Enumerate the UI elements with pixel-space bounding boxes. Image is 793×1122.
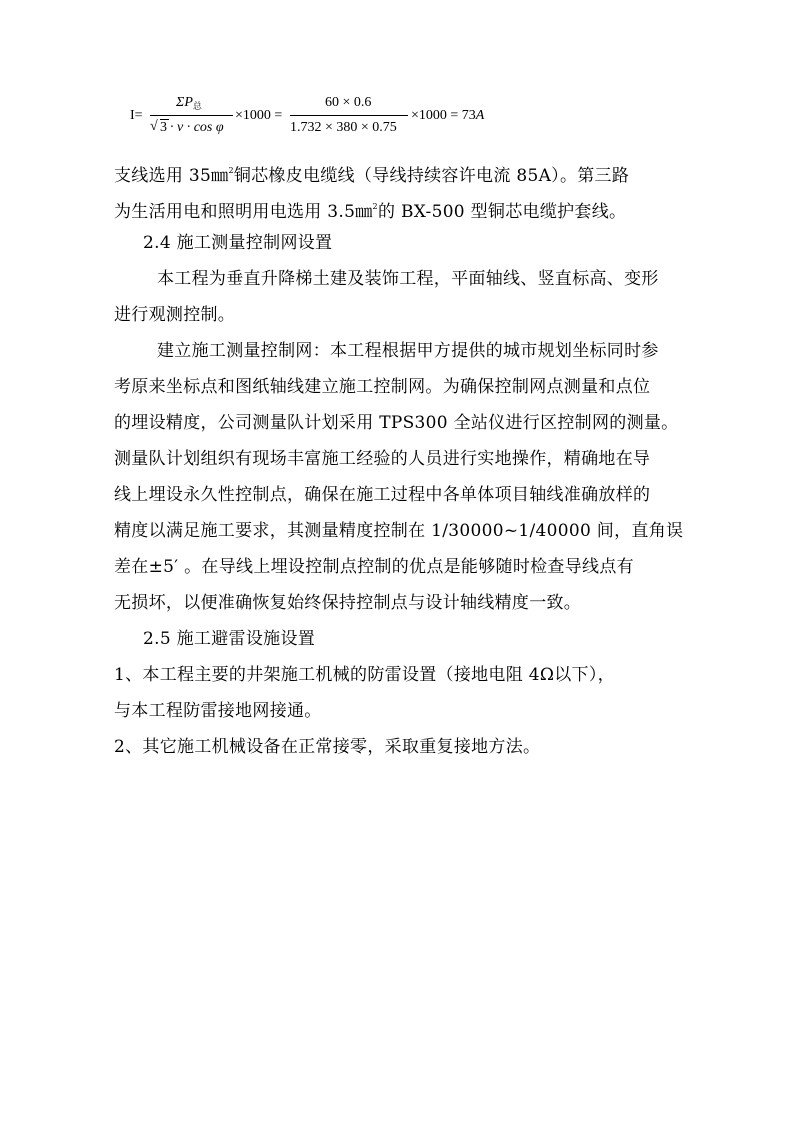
formula-den-rest: · v · cos φ (170, 120, 224, 135)
formula-result (411, 108, 484, 124)
text-line-cable-1 (114, 160, 629, 187)
formula-sub-total: 总 (192, 101, 202, 111)
formula-denominator-2: 1.732 × 380 × 0.75 (290, 120, 397, 135)
section-heading-2-5: 2.5 施工避雷设施设置 (143, 629, 316, 649)
paragraph-2-line-2: 考原来坐标点和图纸轴线建立施工控制网。为确保控制网点测量和点位 (114, 377, 651, 397)
cable-spec-c: 为生活用电和照明用电选用 3.5㎜ (114, 202, 373, 222)
formula-sqrt-arg: 3 (160, 120, 167, 135)
formula-result-value: ×1000 = 73 (411, 108, 476, 123)
formula-times-1000: ×1000 = (235, 108, 283, 123)
paragraph-2-line-5: 线上埋设永久性控制点，确保在施工过程中各单体项目轴线准确放样的 (114, 485, 651, 505)
formula-sqrt-sign: √ (150, 119, 158, 134)
formula-result-unit: A (475, 108, 485, 123)
fraction-bar-1 (150, 115, 233, 116)
cable-spec-b: 铜芯橡皮电缆线（导线持续容许电流 85A）。第三路 (233, 166, 630, 186)
formula-lhs: I= (130, 108, 143, 123)
paragraph-1-line-2: 进行观测控制。 (114, 305, 236, 325)
cable-spec-a: 支线选用 35㎜ (114, 166, 229, 186)
paragraph-1-line-1: 本工程为垂直升降梯土建及装饰工程，平面轴线、竖直标高、变形 (157, 269, 659, 289)
formula-numerator-2: 60 × 0.6 (325, 95, 372, 110)
formula-numerator (176, 95, 202, 112)
superscript-2: 2 (228, 166, 234, 175)
fraction-bar-2 (290, 115, 408, 116)
superscript-2: 2 (372, 202, 378, 211)
formula-sigma-p: ΣP (176, 95, 193, 110)
paragraph-2-line-4: 测量队计划组织有现场丰富施工经验的人员进行实地操作，精确地在导 (114, 449, 651, 469)
cable-spec-d: 的 BX-500 型铜芯电缆护套线。 (377, 202, 627, 222)
paragraph-2-line-7: 差在±5′ 。在导线上埋设控制点控制的优点是能够随时检查导线点有 (114, 557, 634, 577)
item-2-line-1: 2、其它施工机械设备在正常接零，采取重复接地方法。 (114, 737, 541, 757)
item-1-line-2: 与本工程防雷接地网接通。 (114, 701, 322, 721)
item-1-line-1: 1、本工程主要的井架施工机械的防雷设置（接地电阻 4Ω以下）， (114, 665, 615, 685)
text-line-cable-2 (114, 196, 626, 223)
paragraph-2-line-1: 建立施工测量控制网：本工程根据甲方提供的城市规划坐标同时参 (157, 341, 659, 361)
paragraph-2-line-3: 的埋设精度，公司测量队计划采用 TPS300 全站仪进行区控制网的测量。 (114, 413, 679, 433)
paragraph-2-line-8: 无损坏，以便准确恢复始终保持控制点与设计轴线精度一致。 (114, 593, 582, 613)
paragraph-2-line-6: 精度以满足施工要求，其测量精度控制在 1/30000~1/40000 间，直角误 (114, 521, 684, 541)
section-heading-2-4: 2.4 施工测量控制网设置 (143, 233, 333, 253)
current-formula (130, 95, 530, 145)
